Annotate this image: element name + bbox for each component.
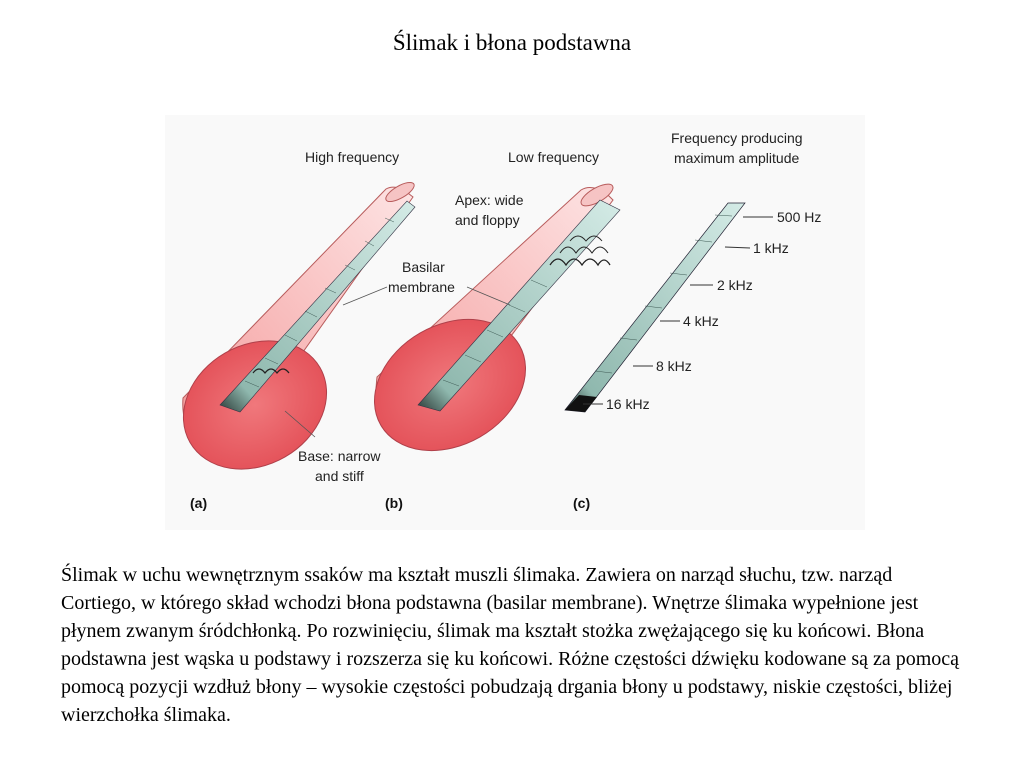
panel-b-heading: Low frequency [508, 149, 600, 165]
panel-b-label: (b) [385, 495, 403, 511]
membrane-label-line1: Basilar [402, 259, 445, 275]
panel-a-heading: High frequency [305, 149, 400, 165]
base-label-line1: Base: narrow [298, 448, 381, 464]
freq-label-8khz: 8 kHz [656, 358, 692, 374]
panel-a-label: (a) [190, 495, 208, 511]
base-label-line2: and stiff [315, 468, 364, 484]
panel-c-heading-line1: Frequency producing [671, 130, 803, 146]
cochlea-diagram [165, 115, 865, 530]
panel-c-label: (c) [573, 495, 591, 511]
slide-title: Ślimak i błona podstawna [392, 30, 632, 55]
cochlea-figure [165, 115, 865, 530]
panel-c-heading-line2: maximum amplitude [674, 150, 800, 166]
freq-label-16khz: 16 kHz [606, 396, 650, 412]
apex-label-line1: Apex: wide [455, 192, 524, 208]
freq-label-500hz: 500 Hz [777, 209, 822, 225]
apex-label-line2: and floppy [455, 212, 520, 228]
freq-label-4khz: 4 kHz [683, 313, 719, 329]
freq-label-1khz: 1 kHz [753, 240, 789, 256]
freq-label-2khz: 2 kHz [717, 277, 753, 293]
description-paragraph: Ślimak w uchu wewnętrznym ssaków ma kształt muszli ślimaka. Zawiera on narząd słuchu, tzw. narząd Cortiego, w którego skład wchodzi błona podstawna (basilar membrane). Wnętrze ślimaka wypełnione jest płynem zwanym śródchłonką. Po rozwinięciu, ślimak ma kształt stożka zwężającego się ku końcowi. Błona podstawna jest wąska u podstawy i rozszerza się ku końcowi. Różne częstości dźwięku kodowane są za pomocą pomocą pozycji wzdłuż błony – wysokie częstości pobudzają drgania błony u podstawy, niskie częstości, bliżej wierzchołka ślimaka. [61, 564, 960, 726]
membrane-label-line2: membrane [388, 279, 455, 295]
